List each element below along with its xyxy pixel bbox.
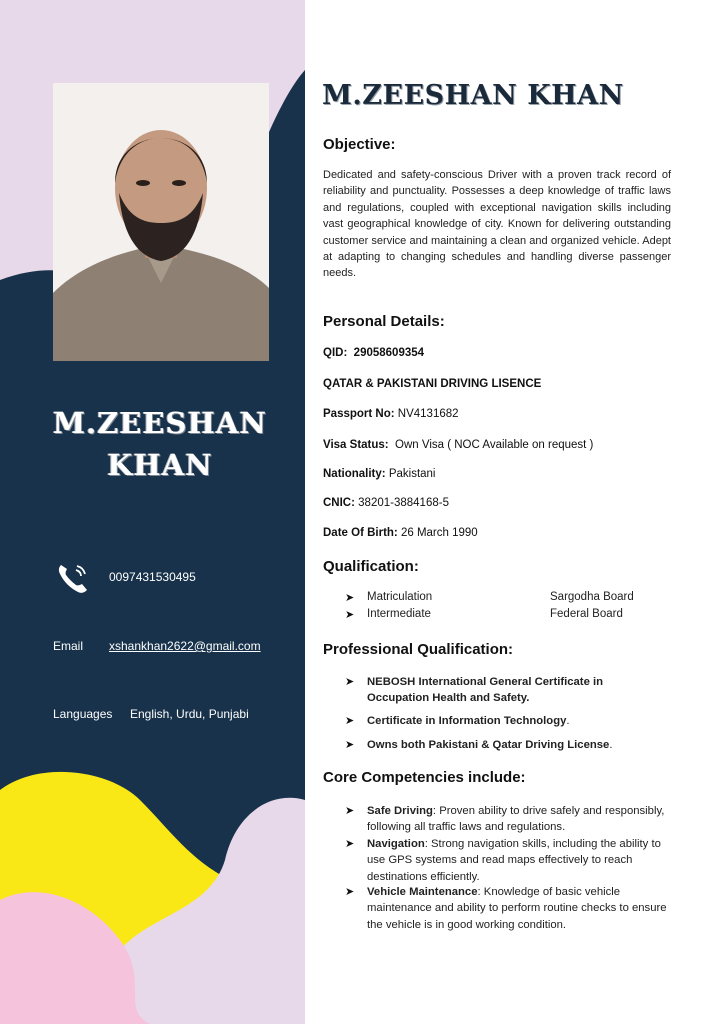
competency-text: : Knowledge of basic vehicle maintenance and ability to perform routine checks to ensure the vehicle is in good working condition. bbox=[367, 886, 667, 931]
professional-item bbox=[367, 713, 677, 729]
competency-item bbox=[367, 884, 677, 933]
professional-item bbox=[367, 737, 677, 753]
personal-details-title: Personal Details: bbox=[323, 313, 445, 330]
email-link[interactable]: xshankhan2622@gmail.com bbox=[109, 639, 261, 653]
arrow-bullet-icon: ➤ bbox=[345, 715, 355, 727]
qualification-title: Qualification: bbox=[323, 558, 419, 575]
dob-value: 26 March 1990 bbox=[400, 527, 478, 539]
arrow-bullet-icon: ➤ bbox=[345, 838, 355, 850]
header-name: M.ZEESHAN KHAN bbox=[322, 80, 624, 111]
sidebar-name-line1: M.ZEESHAN bbox=[53, 406, 267, 440]
professional-title: Professional Qualification: bbox=[323, 641, 514, 658]
qid-row bbox=[323, 347, 424, 359]
qualification-board: Sargodha Board bbox=[550, 591, 634, 603]
qualification-board: Federal Board bbox=[550, 608, 623, 620]
visa-row bbox=[323, 439, 593, 451]
languages-label: Languages bbox=[53, 707, 113, 721]
passport-label: Passport No: bbox=[323, 408, 395, 420]
competency-item bbox=[367, 803, 677, 836]
competency-text: : Strong navigation skills, including the ability to use GPS systems and read maps effectively to reach destinations efficiently. bbox=[367, 838, 661, 883]
arrow-bullet-icon: ➤ bbox=[345, 592, 355, 604]
arrow-bullet-icon: ➤ bbox=[345, 886, 355, 898]
professional-item-line1: Certificate in Information Technology bbox=[367, 715, 567, 727]
nationality-label: Nationality: bbox=[323, 468, 386, 480]
professional-item-line1: NEBOSH International General Certificate in bbox=[367, 676, 604, 688]
visa-label: Visa Status: bbox=[323, 439, 389, 451]
competency-text: : Proven ability to drive safely and responsibly, following all traffic laws and regulations. bbox=[367, 805, 665, 834]
licence-value: QATAR & PAKISTANI DRIVING LISENCE bbox=[323, 378, 542, 390]
professional-item-line2: Occupation Health and Safety. bbox=[367, 692, 530, 705]
languages-value: English, Urdu, Punjabi bbox=[130, 707, 249, 721]
phone-number[interactable]: 0097431530495 bbox=[109, 570, 196, 584]
competency-label: Safe Driving bbox=[367, 805, 433, 817]
nationality-row bbox=[323, 468, 436, 480]
professional-item bbox=[367, 674, 677, 707]
competency-label: Vehicle Maintenance bbox=[367, 886, 478, 898]
competencies-title: Core Competencies include: bbox=[323, 769, 526, 786]
left-panel bbox=[0, 0, 305, 1024]
qualification-degree: Intermediate bbox=[367, 608, 431, 620]
qualification-degree: Matriculation bbox=[367, 591, 433, 603]
sidebar-name bbox=[30, 402, 290, 486]
cnic-label: CNIC: bbox=[323, 497, 355, 509]
visa-value: Own Visa ( NOC Available on request ) bbox=[395, 439, 594, 451]
arrow-bullet-icon: ➤ bbox=[345, 805, 355, 817]
cnic-value: 38201-3884168-5 bbox=[358, 497, 449, 509]
dob-label: Date Of Birth: bbox=[323, 527, 398, 539]
sidebar-name-line2: KHAN bbox=[107, 448, 213, 482]
qid-label: QID: bbox=[323, 347, 348, 359]
arrow-bullet-icon: ➤ bbox=[345, 676, 355, 688]
arrow-bullet-icon: ➤ bbox=[345, 739, 355, 751]
professional-item-suffix: . bbox=[609, 739, 613, 751]
phone-icon bbox=[55, 560, 91, 596]
profile-photo bbox=[53, 83, 269, 361]
arrow-bullet-icon: ➤ bbox=[345, 609, 355, 621]
passport-value: NV4131682 bbox=[397, 408, 459, 420]
profile-photo-illustration bbox=[53, 83, 269, 361]
objective-text: Dedicated and safety-conscious Driver with a proven track record of reliability and punctuality. Possesses a deep knowledge of traffic laws and regulations, coupled with exceptional navigation skills including vast geographical knowledge of city. Known for delivering outstanding customer service and maintaining a clean and organized vehicle. Adept at adapting to changing schedules and handling diverse passenger needs. bbox=[323, 169, 671, 280]
qid-value: 29058609354 bbox=[353, 347, 425, 359]
nationality-value: Pakistani bbox=[388, 468, 436, 480]
professional-item-line1: Owns both Pakistani & Qatar Driving License bbox=[367, 739, 610, 751]
competency-item bbox=[367, 836, 677, 885]
objective-title: Objective: bbox=[323, 136, 396, 153]
professional-item-suffix: . bbox=[566, 715, 570, 727]
licence-row bbox=[323, 378, 541, 390]
competency-label: Navigation bbox=[367, 838, 425, 850]
email-label: Email bbox=[53, 639, 84, 653]
dob-row bbox=[323, 527, 478, 539]
passport-row bbox=[323, 408, 459, 420]
cnic-row bbox=[323, 497, 449, 509]
